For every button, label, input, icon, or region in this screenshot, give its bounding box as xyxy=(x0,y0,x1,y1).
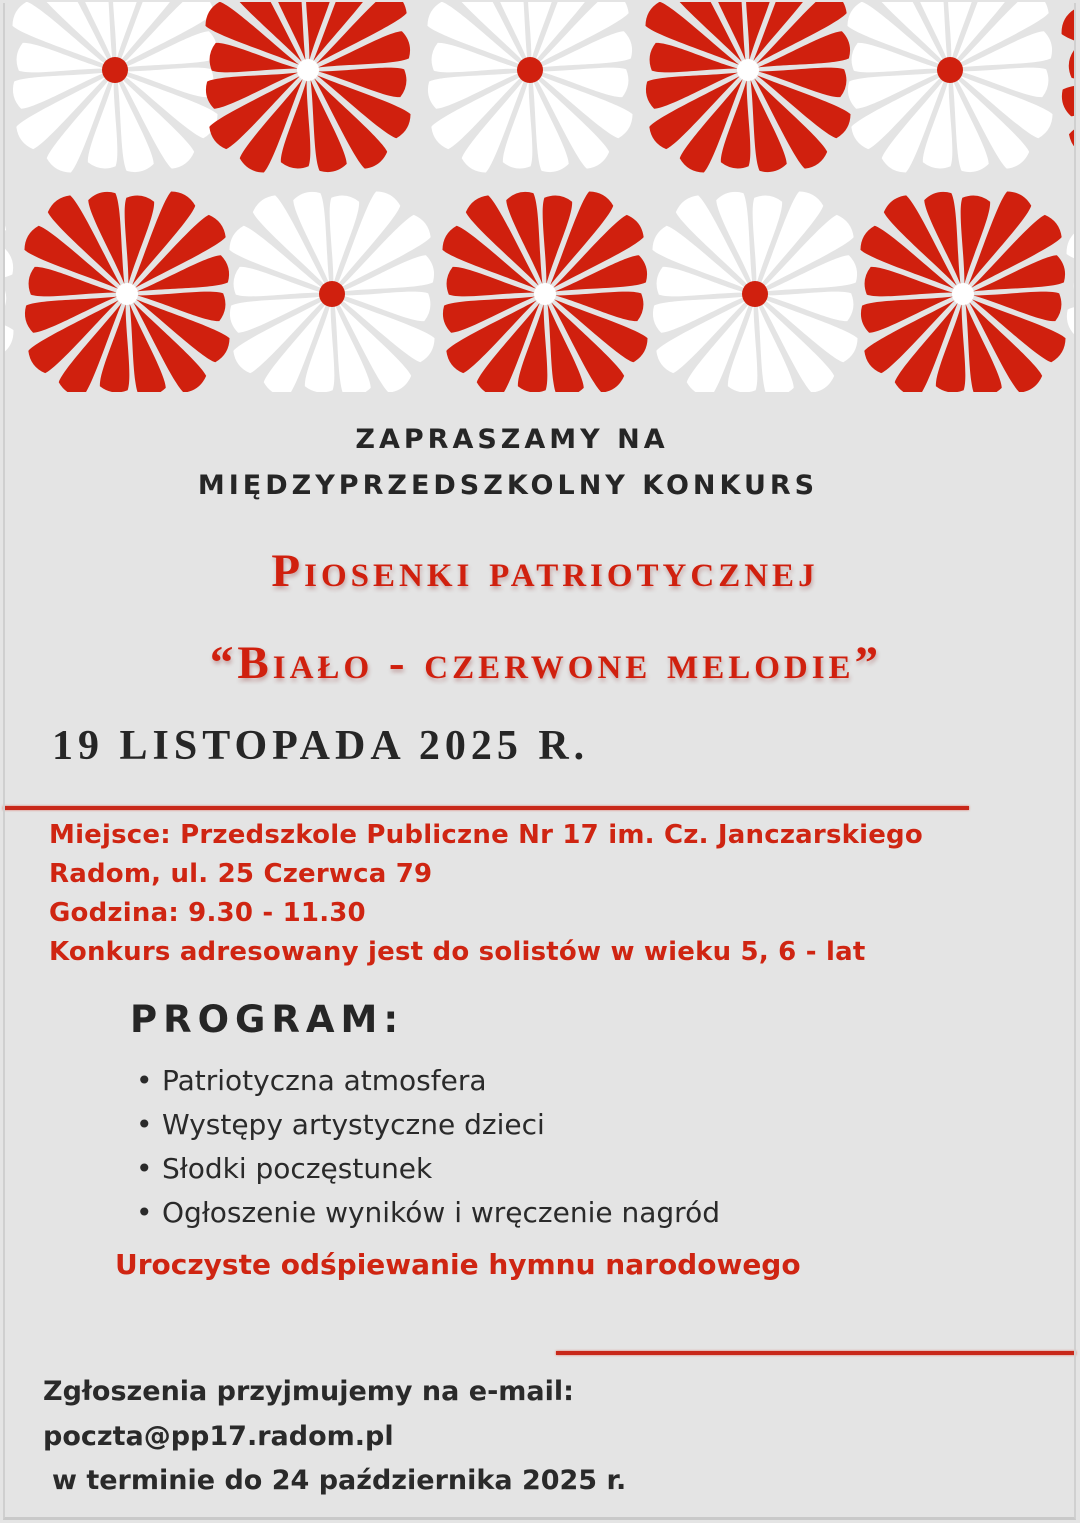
program-item xyxy=(136,1064,487,1097)
program-item xyxy=(136,1108,545,1141)
flower-center xyxy=(297,59,319,81)
flower-center xyxy=(952,283,974,305)
program-highlight: Uroczyste odśpiewanie hymnu narodowego xyxy=(115,1248,801,1281)
program-item-label: Patriotyczna atmosfera xyxy=(162,1064,487,1097)
flower-center xyxy=(534,283,556,305)
bullet-icon: • xyxy=(136,1108,153,1141)
info-time: Godzina: 9.30 - 11.30 xyxy=(49,898,366,928)
event-date: 19 LISTOPADA 2025 R. xyxy=(52,723,590,769)
footer-deadline: w terminie do 24 października 2025 r. xyxy=(52,1465,627,1496)
program-item-label: Występy artystyczne dzieci xyxy=(162,1108,545,1141)
bullet-icon: • xyxy=(136,1152,153,1185)
divider-line-bottom xyxy=(556,1351,1076,1355)
program-item xyxy=(136,1196,720,1229)
footer-registration-text: Zgłoszenia przyjmujemy na e-mail: xyxy=(43,1376,574,1407)
info-audience: Konkurs adresowany jest do solistów w wieku 5, 6 - lat xyxy=(49,937,866,967)
flower-center xyxy=(102,57,128,83)
invite-line-2: MIĘDZYPRZEDSZKOLNY KONKURS xyxy=(197,470,819,501)
info-address: Radom, ul. 25 Czerwca 79 xyxy=(49,859,433,889)
flower-center xyxy=(742,281,768,307)
flower-pattern-banner xyxy=(5,2,1076,392)
divider-line-top xyxy=(3,806,969,810)
program-item-label: Ogłoszenie wyników i wręczenie nagród xyxy=(162,1196,720,1229)
bullet-icon: • xyxy=(136,1196,153,1229)
info-place: Miejsce: Przedszkole Publiczne Nr 17 im. Cz. Janczarskiego xyxy=(49,820,923,850)
program-heading: PROGRAM: xyxy=(130,998,405,1041)
flower-center xyxy=(517,57,543,83)
flower-center xyxy=(116,283,138,305)
flower-center xyxy=(937,57,963,83)
flower-center xyxy=(737,59,759,81)
flower-center xyxy=(319,281,345,307)
program-item xyxy=(136,1152,432,1185)
footer-email: poczta@pp17.radom.pl xyxy=(43,1421,394,1452)
invite-line-1: ZAPRASZAMY NA xyxy=(355,424,669,455)
bullet-icon: • xyxy=(136,1064,153,1097)
title-line-2: “Biało - czerwone melodie” xyxy=(209,637,883,689)
title-line-1: Piosenki patriotycznej xyxy=(271,545,819,597)
program-item-label: Słodki poczęstunek xyxy=(162,1152,433,1185)
